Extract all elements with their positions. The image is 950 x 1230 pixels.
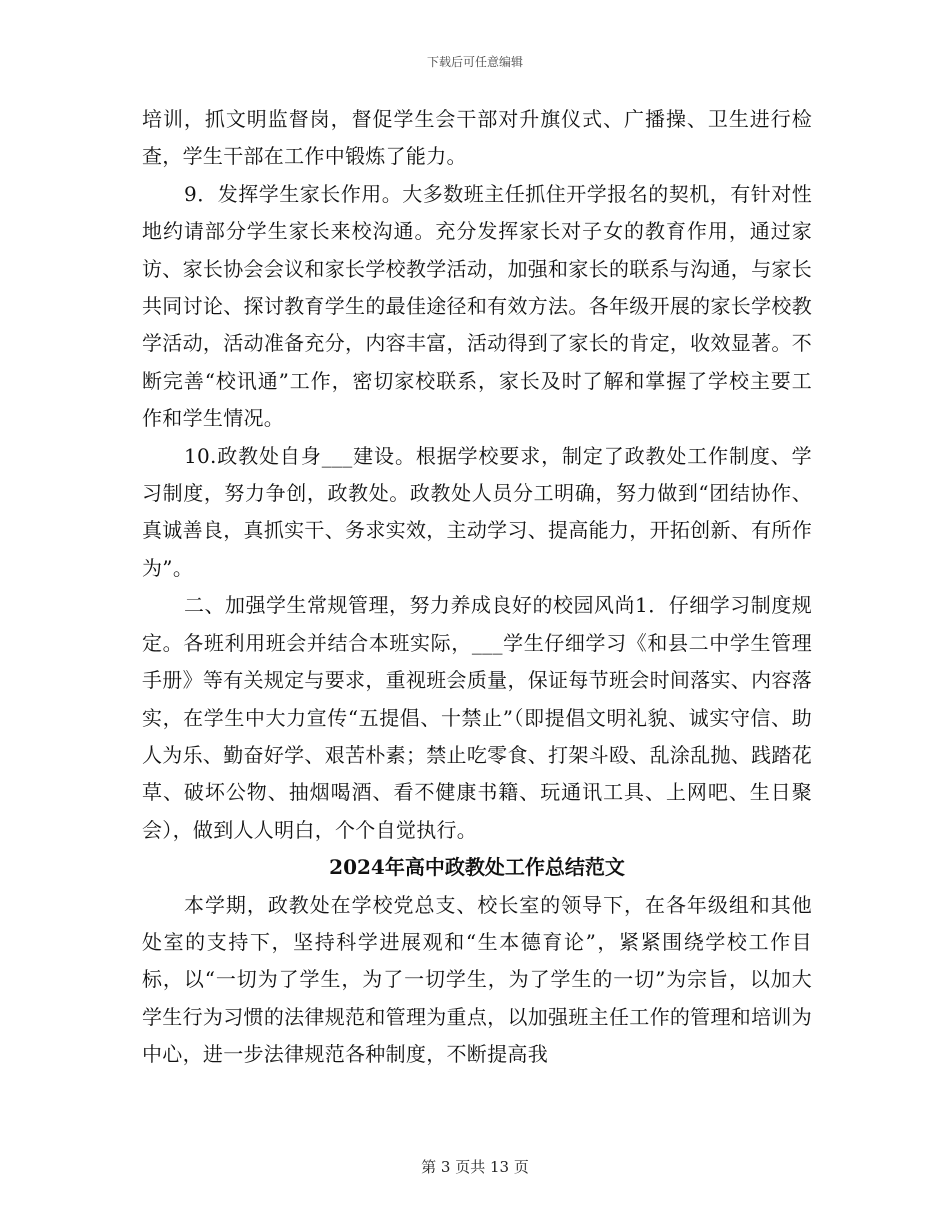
section-title: 2024年高中政教处工作总结范文 — [329, 855, 625, 880]
page-header: 下载后可任意编辑 — [426, 55, 523, 69]
paragraph-semester-summary: 本学期，政教处在学校党总支、校长室的领导下，在各年级组和其他处室的支持下，坚持科学进展观和“生本德育论”，紧紧围绕学校工作目标，以“一切为了学生，为了一切学生，为了学生的一切”为宗旨，以加大学生行为习惯的法律规范和管理为重点，以加强班主任工作的管理和培训为中心，进一步法律规范各种制度，不断提高我 — [142, 892, 812, 1067]
paragraph-office-building: 10.政教处自身___建设。根据学校要求，制定了政教处工作制度、学习制度，努力争创，政教处。政教处人员分工明确，努力做到“团结协作、真诚善良，真抓实干、务求实效，主动学习、提高能力，开拓创新、有所作为”。 — [142, 443, 812, 580]
page-footer: 第 3 页共 13 页 — [421, 1158, 529, 1176]
paragraph-routine-management: 二、加强学生常规管理，努力养成良好的校园风尚1．仔细学习制度规定。各班利用班会并结合本班实际，___学生仔细学习《和县二中学生管理手册》等有关规定与要求，重视班会质量，保证每节班会时间落实、内容落实，在学生中大力宣传“五提倡、十禁止”（即提倡文明礼貌、诚实守信、助人为乐、勤奋好学、艰苦朴素；禁止吃零食、打架斗殴、乱涂乱抛、践踏花草、破坏公物、抽烟喝酒、看不健康书籍、玩通讯工具、上网吧、生日聚会），做到人人明白，个个自觉执行。 — [142, 593, 812, 842]
document-body — [142, 101, 812, 1074]
paragraph-parents: 9．发挥学生家长作用。大多数班主任抓住开学报名的契机，有针对性地约请部分学生家长来校沟通。充分发挥家长对子女的教育作用，通过家访、家长协会会议和家长学校教学活动，加强和家长的联系与沟通，与家长共同讨论、探讨教育学生的最佳途径和有效方法。各年级开展的家长学校教学活动，活动准备充分，内容丰富，活动得到了家长的肯定，收效显著。不断完善“校讯通”工作，密切家校联系，家长及时了解和掌握了学校主要工作和学生情况。 — [142, 181, 812, 431]
paragraph-training: 培训，抓文明监督岗，督促学生会干部对升旗仪式、广播操、卫生进行检查，学生干部在工作中锻炼了能力。 — [142, 107, 812, 169]
